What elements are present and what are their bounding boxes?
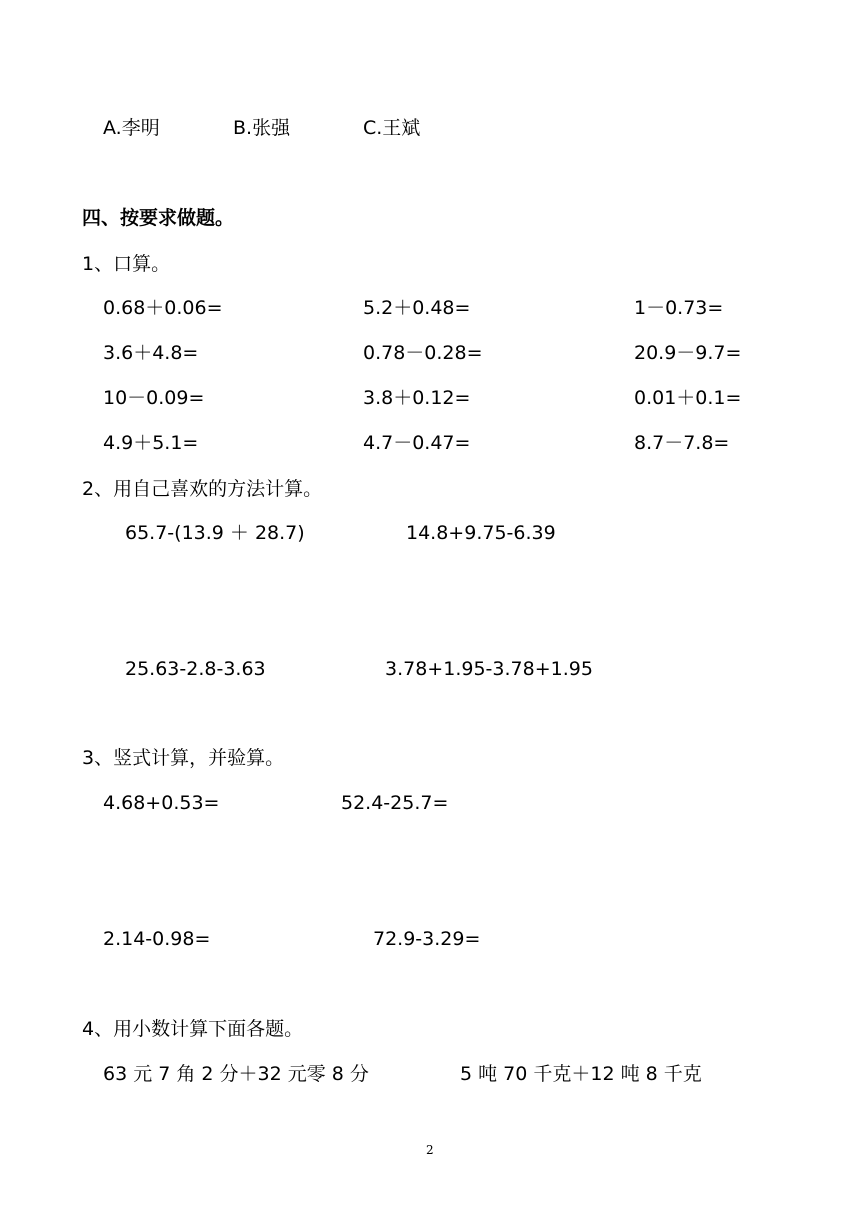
oral-calc-item: 3.8＋0.12= — [363, 387, 471, 409]
oral-calc-item: 8.7－7.8= — [634, 432, 730, 454]
q3-item: 2.14-0.98= — [103, 928, 211, 950]
choice-a: A.李明 — [103, 117, 160, 139]
oral-calc-item: 3.6＋4.8= — [103, 342, 199, 364]
oral-calc-item: 20.9－9.7= — [634, 342, 742, 364]
choice-c: C.王斌 — [363, 117, 421, 139]
q4-item: 63 元 7 角 2 分＋32 元零 8 分 — [103, 1063, 369, 1085]
q2-item: 25.63-2.8-3.63 — [125, 658, 266, 680]
q3-item: 72.9-3.29= — [373, 928, 481, 950]
oral-calc-item: 1－0.73= — [634, 297, 724, 319]
oral-calc-item: 10－0.09= — [103, 387, 205, 409]
q4-item: 5 吨 70 千克＋12 吨 8 千克 — [460, 1063, 702, 1085]
oral-calc-item: 5.2＋0.48= — [363, 297, 471, 319]
q3-item: 52.4-25.7= — [341, 792, 449, 814]
q2-item: 65.7-(13.9 ＋ 28.7) — [125, 522, 305, 544]
q2-item: 14.8+9.75-6.39 — [406, 522, 556, 544]
choice-b: B.张强 — [233, 117, 291, 139]
page-number: 2 — [426, 1143, 434, 1157]
q4-title: 4、用小数计算下面各题。 — [82, 1018, 304, 1040]
q2-title: 2、用自己喜欢的方法计算。 — [82, 478, 323, 500]
q2-item: 3.78+1.95-3.78+1.95 — [385, 658, 593, 680]
q3-item: 4.68+0.53= — [103, 792, 220, 814]
q1-title: 1、口算。 — [82, 253, 171, 275]
oral-calc-item: 0.68＋0.06= — [103, 297, 223, 319]
oral-calc-item: 0.78－0.28= — [363, 342, 483, 364]
oral-calc-item: 0.01＋0.1= — [634, 387, 742, 409]
section-title: 四、按要求做题。 — [82, 207, 235, 229]
oral-calc-item: 4.9＋5.1= — [103, 432, 199, 454]
oral-calc-item: 4.7－0.47= — [363, 432, 471, 454]
q3-title: 3、竖式计算，并验算。 — [82, 747, 285, 769]
